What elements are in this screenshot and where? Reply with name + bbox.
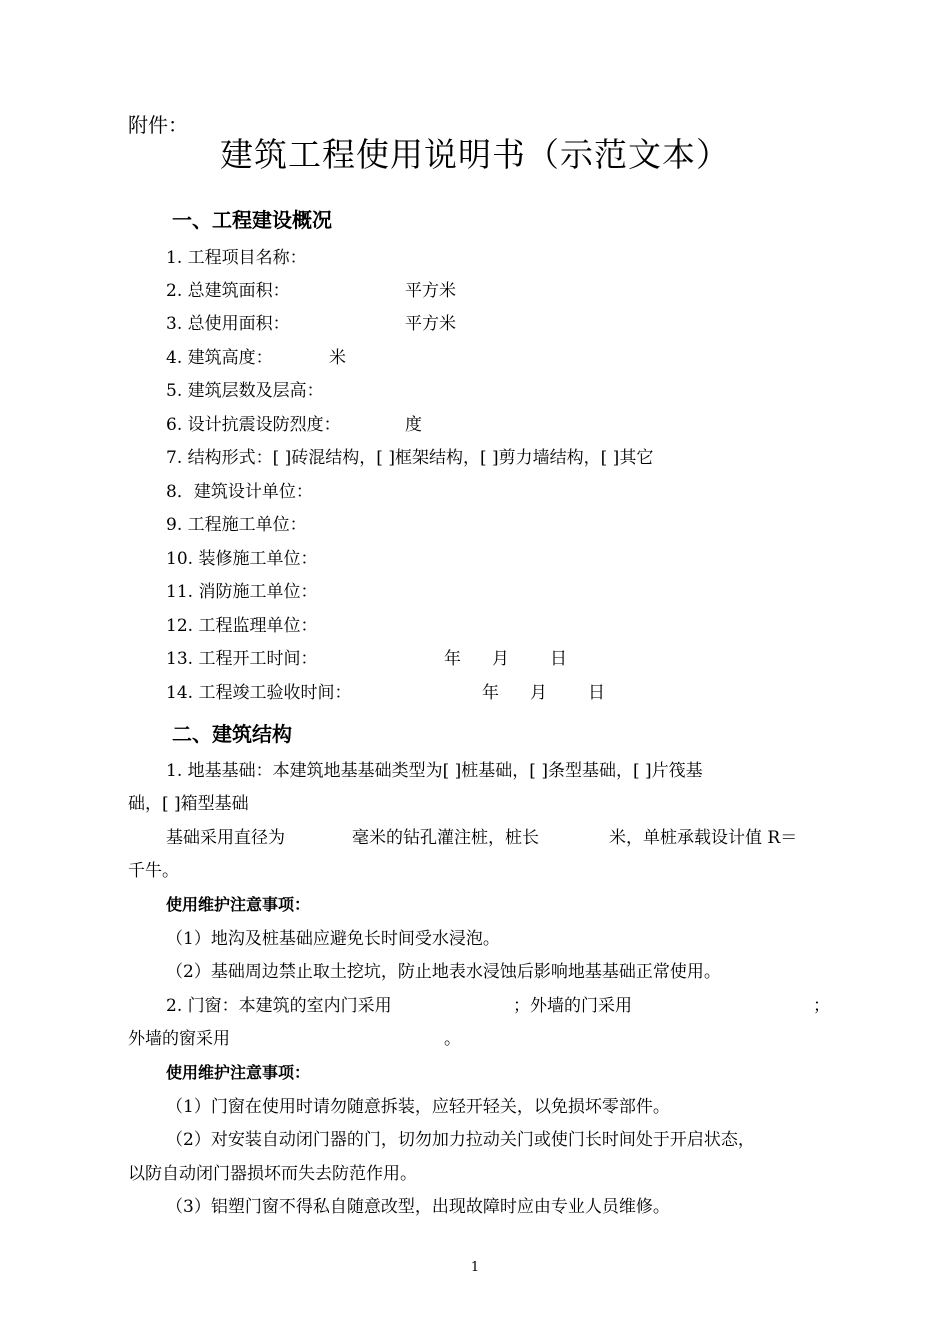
door-text-b: ；外墙的门采用 (513, 996, 632, 1016)
door-text-d: 外墙的窗采用 (128, 1029, 230, 1049)
door-text-a: 2. 门窗：本建筑的室内门采用 (166, 996, 392, 1016)
list-item: 6. 设计抗震设防烈度： (166, 415, 341, 435)
paragraph-foundation-line2: 础，[ ]箱型基础 (128, 794, 249, 814)
notes-heading: 使用维护注意事项： (166, 895, 311, 914)
list-item: 4. 建筑高度： (166, 348, 273, 368)
page-number: 1 (470, 1260, 480, 1275)
pile-text-b: 毫米的钻孔灌注桩，桩长 (352, 828, 539, 848)
note-item: （2）基础周边禁止取土挖坑，防止地表水浸蚀后影响地基基础正常使用。 (166, 962, 721, 982)
list-item: 10. 装修施工单位： (166, 549, 318, 569)
date-year-label: 年 (482, 683, 499, 703)
list-item: 12. 工程监理单位： (166, 616, 318, 636)
list-item: 8．建筑设计单位： (166, 482, 313, 502)
document-title: 建筑工程使用说明书（示范文本） (220, 135, 730, 174)
pile-text-c: 米，单桩承载设计值 R＝ (609, 828, 798, 848)
date-month-label: 月 (530, 683, 547, 703)
unit-label: 平方米 (405, 314, 456, 334)
unit-label: 米 (329, 348, 346, 368)
paragraph-foundation-line1: 1. 地基基础：本建筑地基基础类型为[ ]桩基础，[ ]条型基础，[ ]片筏基 (166, 761, 703, 781)
list-item: 5. 建筑层数及层高： (166, 381, 324, 401)
list-item: 1. 工程项目名称： (166, 248, 307, 268)
date-day-label: 日 (550, 649, 567, 669)
section-heading-overview: 一、工程建设概况 (172, 208, 332, 232)
note-item: （1）地沟及桩基础应避免长时间受水浸泡。 (166, 929, 500, 949)
list-item: 13. 工程开工时间： (166, 649, 318, 669)
note-item: （2）对安装自动闭门器的门，切勿加力拉动关门或使门长时间处于开启状态， (166, 1130, 755, 1150)
attachment-label: 附件： (128, 113, 188, 137)
list-item: 3. 总使用面积： (166, 314, 290, 334)
note-item: （3）铝塑门窗不得私自随意改型，出现故障时应由专业人员维修。 (166, 1197, 670, 1217)
date-year-label: 年 (444, 649, 461, 669)
pile-text-a: 基础采用直径为 (166, 828, 285, 848)
section-heading-structure: 二、建筑结构 (172, 722, 292, 746)
notes-heading: 使用维护注意事项： (166, 1063, 311, 1082)
list-item: 9. 工程施工单位： (166, 515, 307, 535)
door-text-c: ； (813, 996, 830, 1016)
list-item: 14. 工程竣工验收时间： (166, 683, 352, 703)
list-item: 2. 总建筑面积： (166, 281, 290, 301)
note-item: （1）门窗在使用时请勿随意拆装，应轻开轻关，以免损坏零部件。 (166, 1097, 670, 1117)
list-item: 11. 消防施工单位： (166, 582, 318, 602)
date-day-label: 日 (588, 683, 605, 703)
unit-label: 度 (405, 415, 422, 435)
unit-label: 平方米 (405, 281, 456, 301)
list-item: 7. 结构形式：[ ]砖混结构，[ ]框架结构，[ ]剪力墙结构，[ ]其它 (166, 448, 654, 468)
date-month-label: 月 (492, 649, 509, 669)
pile-text-d: 千牛。 (128, 861, 179, 881)
door-text-e: 。 (444, 1029, 461, 1049)
note-item-continuation: 以防自动闭门器损坏而失去防范作用。 (128, 1164, 417, 1184)
